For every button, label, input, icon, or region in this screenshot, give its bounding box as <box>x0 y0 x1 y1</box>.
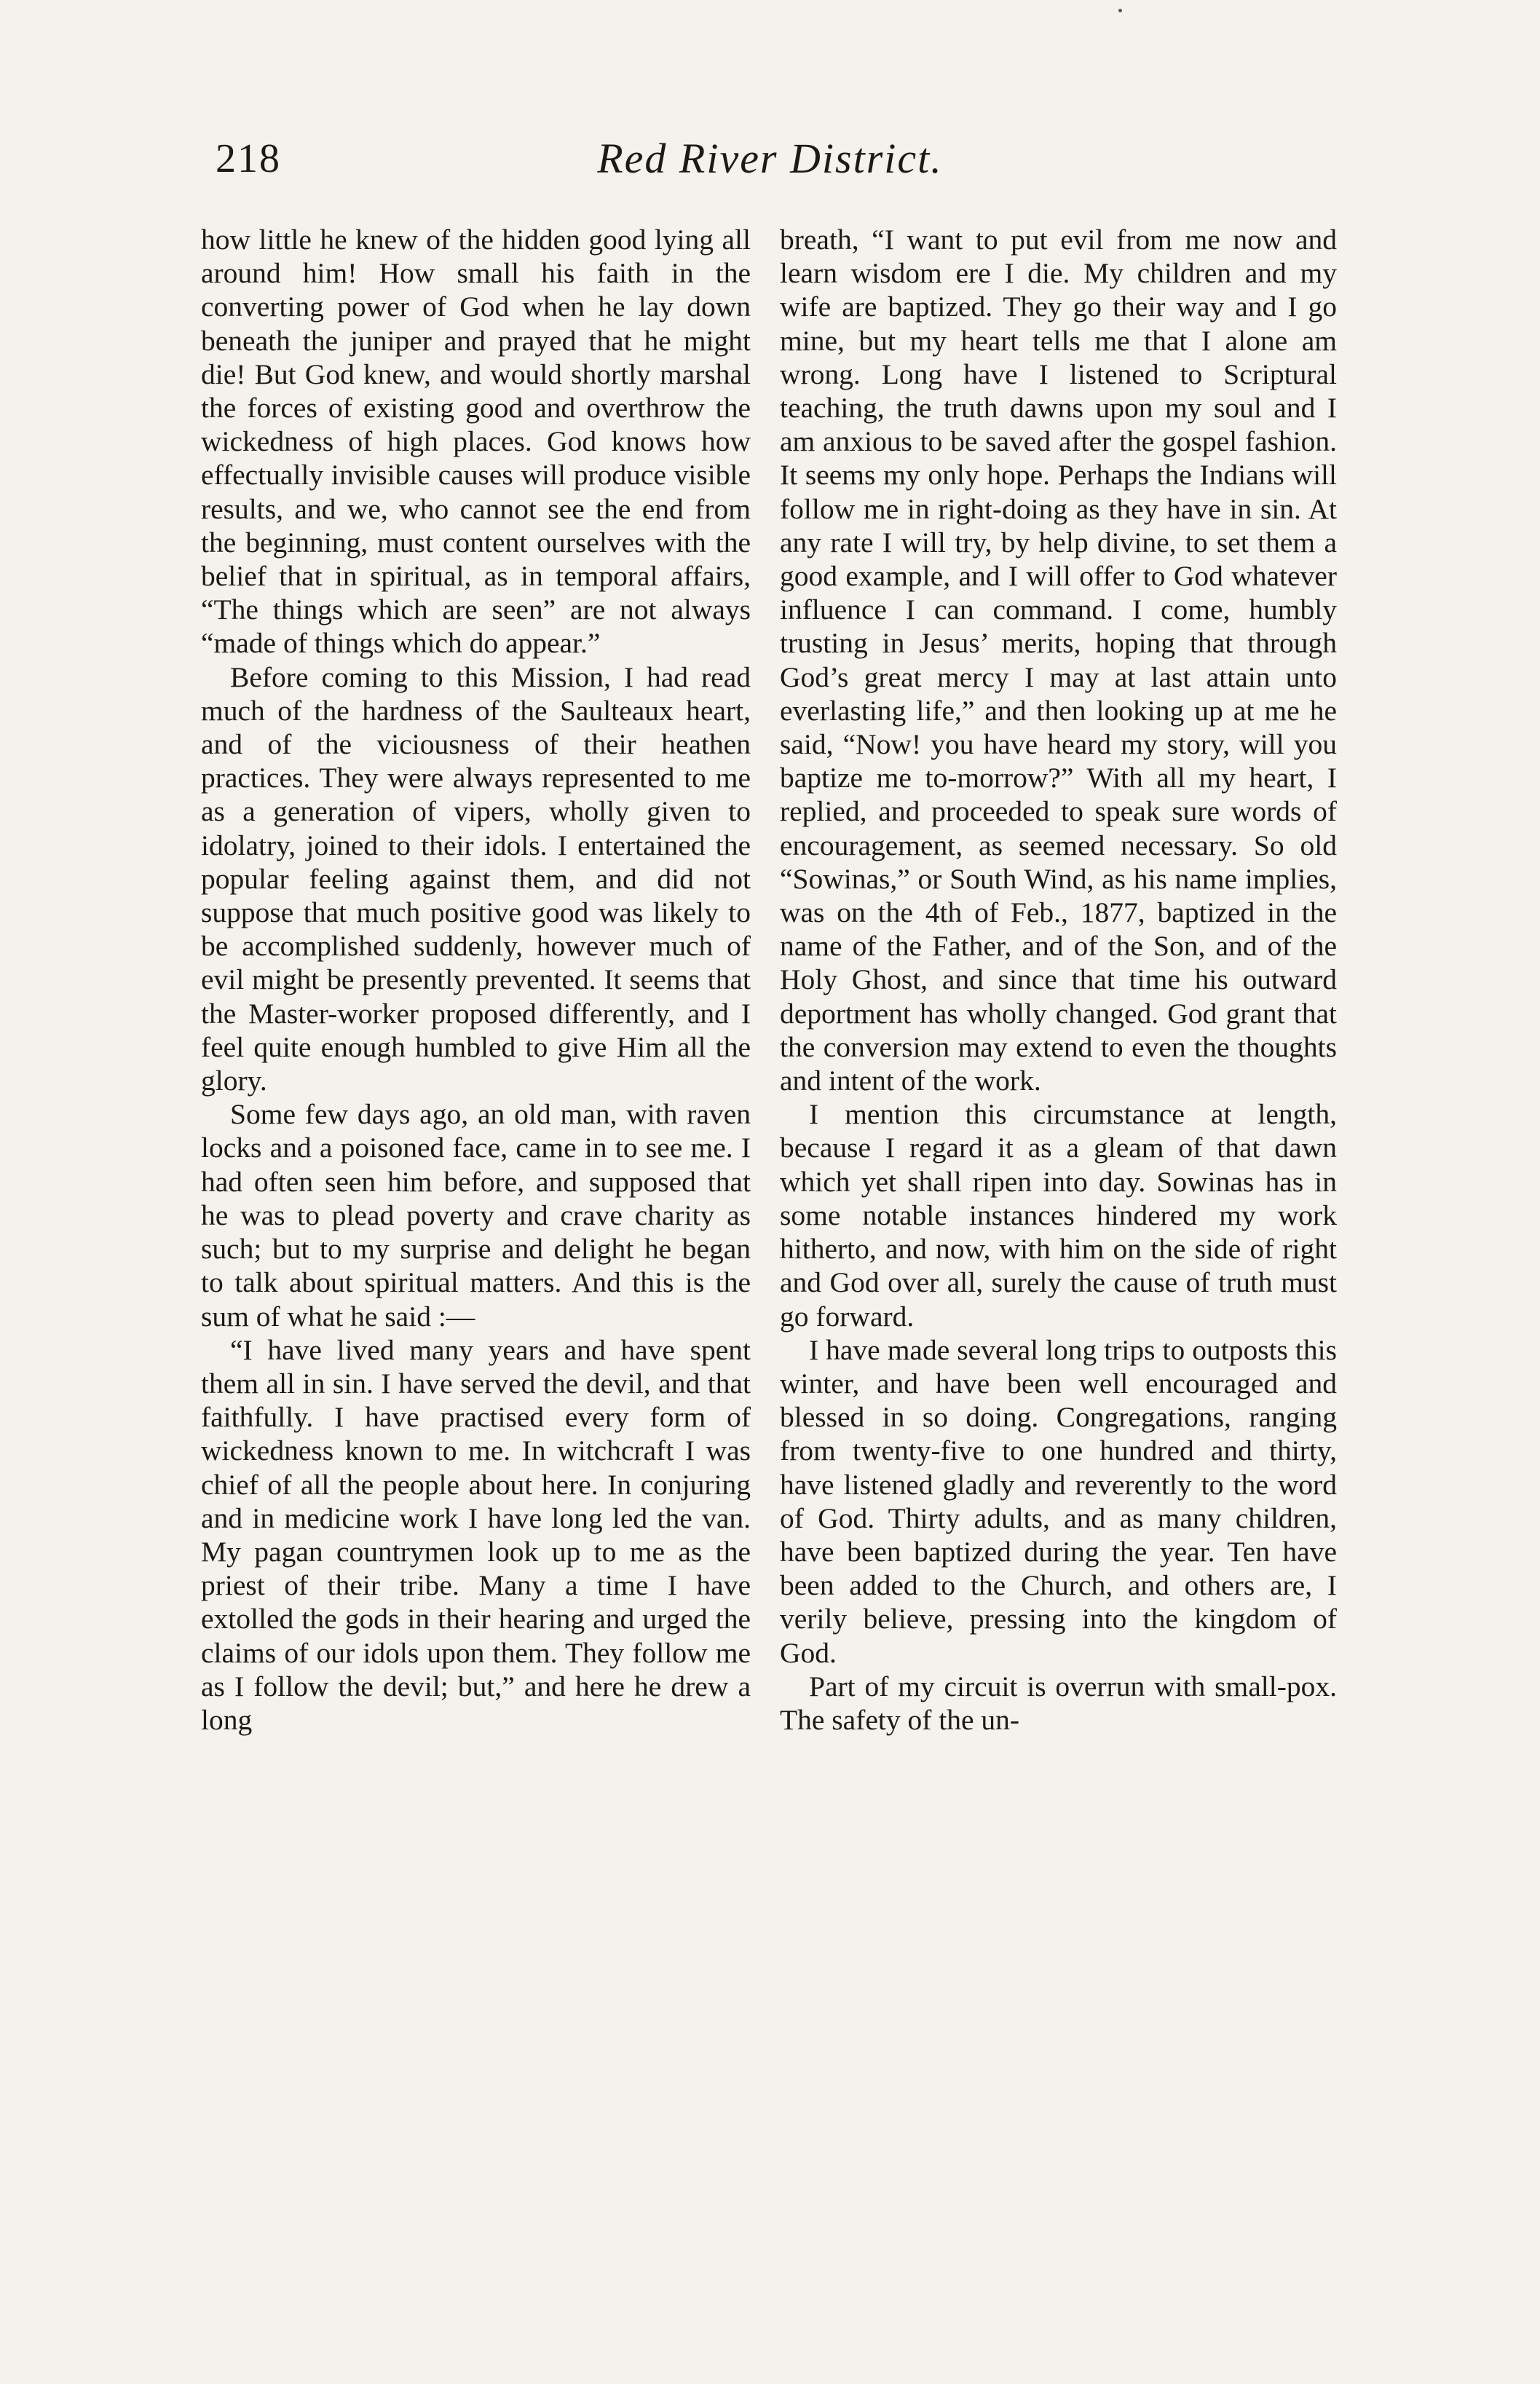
right-paragraph-3: I have made several long trips to outposts this winter, and have been well encouraged and blessed in so doing. Congregations, ranging from twenty-five to one hundred and thirty, have listened gladly and reverently to the word of God. Thirty adults, and as many children, have been baptized during the year. Ten have been added to the Church, and others are, I verily believe, pressing into the kingdom of God. <box>780 1333 1337 1669</box>
left-paragraph-1: how little he knew of the hidden good lying all around him! How small his faith in the converting power of God when he lay down beneath the juniper and prayed that he might die! But God knew, and would shortly marshal the forces of existing good and overthrow the wickedness of high places. God knows how effectually invisible causes will produce visible results, and we, who cannot see the end from the beginning, must content ourselves with the belief that in spiritual, as in temporal affairs, “The things which are seen” are not always “made of things which do appear.” <box>201 224 751 660</box>
print-speck <box>1118 9 1122 12</box>
right-paragraph-1: breath, “I want to put evil from me now and learn wisdom ere I die. My children and my wife are baptized. They go their way and I go mine, but my heart tells me that I alone am wrong. Long have I listened to Scriptural teaching, the truth dawns upon my soul and I am anxious to be saved after the gospel fashion. It seems my only hope. Perhaps the Indians will follow me in right-doing as they have in sin. At any rate I will try, by help divine, to set them a good example, and I will offer to God whatever influence I can command. I come, humbly trusting in Jesus’ merits, hoping that through God’s great mercy I may at last attain unto everlasting life,” and then looking up at me he said, “Now! you have heard my story, will you baptize me to-morrow?” With all my heart, I replied, and proceeded to speak sure words of encouragement, as seemed necessary. So old “Sowinas,” or South Wind, as his name implies, was on the 4th of Feb., 1877, baptized in the name of the Father, and of the Son, and of the Holy Ghost, and since that time his outward deportment has wholly changed. God grant that the conversion may extend to even the thoughts and intent of the work. <box>780 224 1337 1097</box>
left-column <box>201 223 751 1737</box>
page-number: 218 <box>216 136 281 181</box>
right-paragraph-2: I mention this circumstance at length, because I regard it as a gleam of that dawn which yet shall ripen into day. Sowinas has in some notable instances hindered my work hitherto, and now, with him on the side of right and God over all, surely the cause of truth must go forward. <box>780 1098 1337 1333</box>
left-paragraph-4: “I have lived many years and have spent them all in sin. I have served the devil, and that faithfully. I have practised every form of wickedness known to me. In witchcraft I was chief of all the people about here. In conjuring and in medicine work I have long led the van. My pagan countrymen look up to me as the priest of their tribe. Many a time I have extolled the gods in their hearing and urged the claims of our idols upon them. They follow me as I follow the devil; but,” and here he drew a long <box>201 1333 751 1736</box>
left-paragraph-3: Some few days ago, an old man, with raven locks and a poisoned face, came in to see me. I had often seen him before, and supposed that he was to plead poverty and crave charity as such; but to my surprise and delight he began to talk about spiritual matters. And this is the sum of what he said :— <box>201 1098 751 1333</box>
left-paragraph-2: Before coming to this Mission, I had read much of the hardness of the Saulteaux heart, and of the viciousness of their heathen practices. They were always represented to me as a generation of vipers, wholly given to idolatry, joined to their idols. I entertained the popular feeling against them, and did not suppose that much positive good was likely to be accomplished suddenly, however much of evil might be presently prevented. It seems that the Master-worker proposed differently, and I feel quite enough humbled to give Him all the glory. <box>201 660 751 1097</box>
right-column <box>780 223 1337 1737</box>
running-title: Red River District. <box>597 135 943 182</box>
right-paragraph-4: Part of my circuit is overrun with small-pox. The safety of the un- <box>780 1670 1337 1736</box>
